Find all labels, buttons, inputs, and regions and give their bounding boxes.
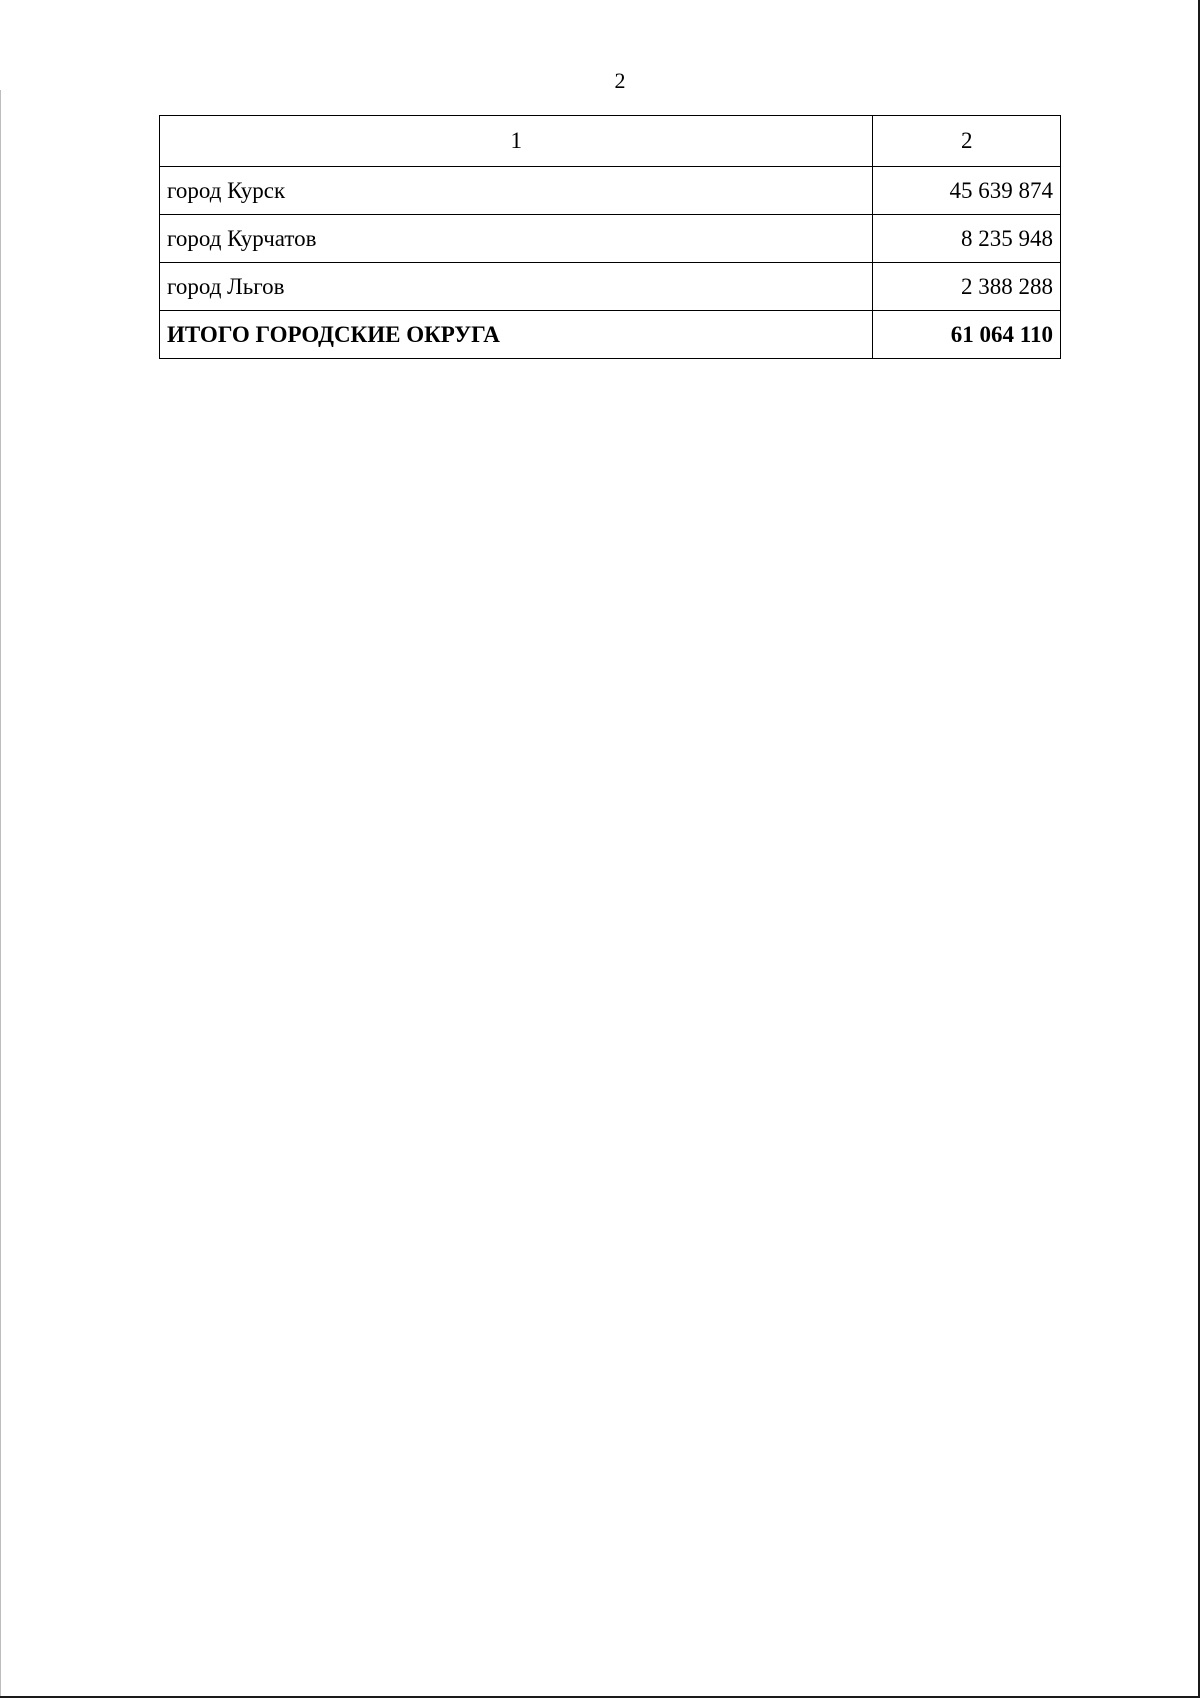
table-header-cell-2: 2 <box>873 116 1061 167</box>
table-header-row <box>160 116 1061 167</box>
row-name-cell: город Курчатов <box>160 215 873 263</box>
table-total-row <box>160 311 1061 359</box>
row-value-cell: 45 639 874 <box>873 167 1061 215</box>
row-value-cell: 2 388 288 <box>873 263 1061 311</box>
row-name-cell: город Льгов <box>160 263 873 311</box>
table-row <box>160 215 1061 263</box>
table-row <box>160 167 1061 215</box>
table-header-cell-1: 1 <box>160 116 873 167</box>
total-name-cell: ИТОГО ГОРОДСКИЕ ОКРУГА <box>160 311 873 359</box>
scan-edge-left <box>0 90 1 1698</box>
page-number: 2 <box>614 68 626 93</box>
row-value-cell: 8 235 948 <box>873 215 1061 263</box>
total-value-cell: 61 064 110 <box>873 311 1061 359</box>
row-name-cell: город Курск <box>160 167 873 215</box>
table-row <box>160 263 1061 311</box>
data-table <box>159 115 1061 359</box>
